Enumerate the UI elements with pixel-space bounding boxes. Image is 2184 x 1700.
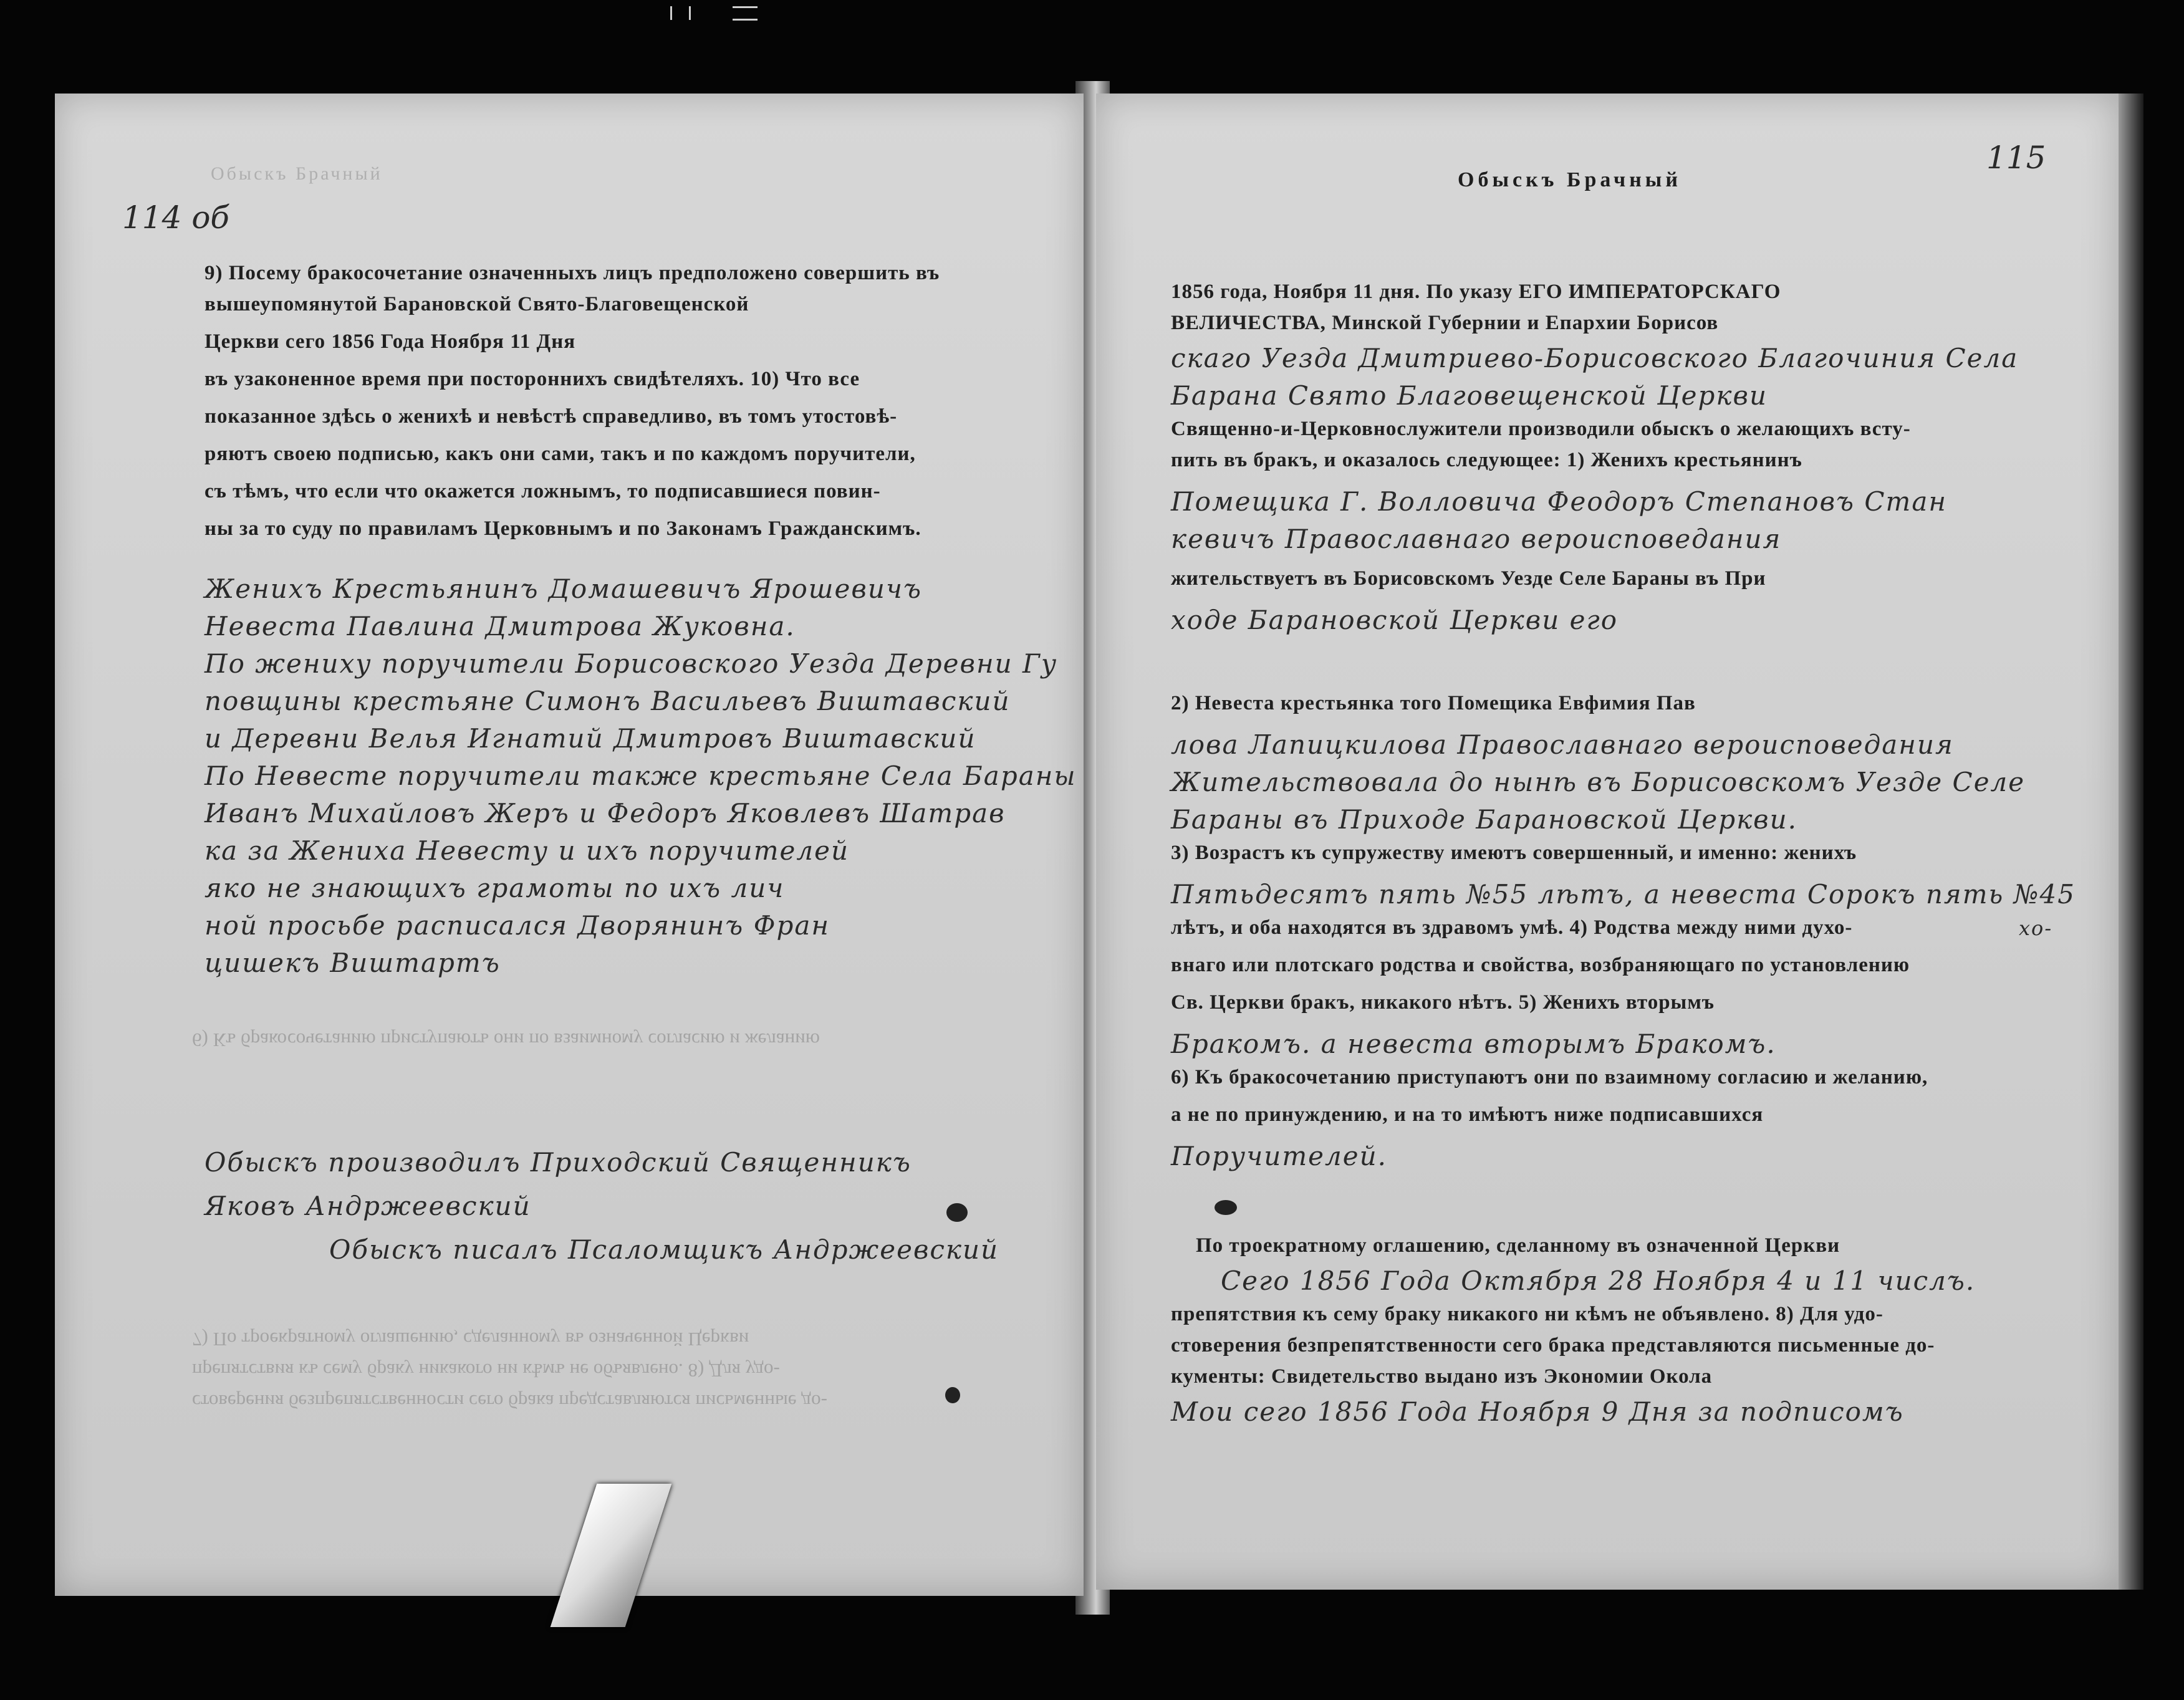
printed-line: кументы: Свидетельство выдано изъ Экономии Окола <box>1171 1365 1713 1388</box>
printed-line: пить въ бракъ, и оказалось следующее: 1) Женихъ крестьянинъ <box>1171 449 1802 471</box>
printed-line: показанное здѣсь о женихѣ и невѣстѣ справедливо, въ томъ утостовѣ- <box>204 405 898 428</box>
printed-line: По троекратному оглашению, сделанному въ означенной Церкви <box>1196 1234 1840 1257</box>
handwritten-line: Сего 1856 Года Октября 28 Ноября 4 и 11 числъ. <box>1221 1265 1976 1296</box>
printed-line: стоверения безпрепятственности сего брака представляются письменные до- <box>1171 1334 1935 1357</box>
right-page <box>1096 94 2119 1590</box>
handwritten-line: и Деревни Велья Игнатий Дмитровъ Виштавский <box>204 723 976 754</box>
printed-line: препятствия къ сему браку никакого ни кѣмъ не объявлено. 8) Для удо- <box>1171 1303 1883 1325</box>
handwritten-line: Барана Свято Благовещенской Церкви <box>1171 380 1768 411</box>
handwritten-line: Обыскъ писалъ Псаломщикъ Андржеевский <box>329 1234 999 1265</box>
handwritten-line: Жительствовала до нынѣ въ Борисовскомъ Уезде Селе <box>1171 767 2026 797</box>
bleedthrough-line: 7) По троекратному оглашению, сделанному въ означенной Церкви <box>192 1328 749 1350</box>
printed-line: жительствуетъ въ Борисовскомъ Уезде Селе Бараны въ При <box>1171 567 1766 590</box>
handwritten-line: Невеста Павлина Дмитрова Жуковна. <box>204 611 796 641</box>
margin-note: хо- <box>2019 916 2053 940</box>
handwritten-line: ной просьбе расписался Дворянинъ Фран <box>204 910 830 941</box>
folio-number: 114 об <box>122 199 229 236</box>
handwritten-line: Иванъ Михайловъ Жеръ и Федоръ Яковлевъ Шатрав <box>204 798 1006 828</box>
handwritten-line: Пятьдесятъ пять №55 лѣтъ, а невеста Сорокъ пять №45 <box>1171 879 2076 910</box>
handwritten-line: скаго Уезда Дмитриево-Борисовского Благочиния Села <box>1171 343 2019 373</box>
handwritten-line: цишекъ Виштартъ <box>204 948 501 978</box>
printed-line: 2) Невеста крестьянка того Помещика Евфимия Пав <box>1171 692 1696 714</box>
printed-line: въ узаконенное время при постороннихъ свидѣтеляхъ. 10) Что все <box>204 368 860 390</box>
printed-line: а не по принуждению, и на то имѣютъ ниже подписавшихся <box>1171 1103 1764 1126</box>
handwritten-line: кевичъ Православнаго вероисповедания <box>1171 524 1782 554</box>
handwritten-line: яко не знающихъ грамоты по ихъ лич <box>204 873 785 903</box>
header-bleedthrough: Обыскъ Брачный <box>211 163 383 184</box>
handwritten-line: Обыскъ производилъ Приходский Священникъ <box>204 1147 912 1178</box>
printed-line: 6) Къ бракосочетанию приступаютъ они по взаимному согласию и желанию, <box>1171 1066 1928 1088</box>
handwritten-line: ходе Барановской Церкви его <box>1171 605 1618 635</box>
handwritten-line: Мои сего 1856 Года Ноября 9 Дня за подписомъ <box>1171 1396 1904 1427</box>
pointing-hand-mark <box>1215 1200 1237 1215</box>
printed-line: 3) Возрастъ къ супружеству имеютъ совершенный, и именно: женихъ <box>1171 842 1857 864</box>
handwritten-line: Помещика Г. Волловича Феодоръ Степановъ Стан <box>1171 486 1948 517</box>
handwritten-line: По жениху поручители Борисовского Уезда Деревни Гу <box>204 648 1058 679</box>
printed-line: лѣтъ, и оба находятся въ здравомъ умѣ. 4) Родства между ними духо- <box>1171 916 1853 939</box>
handwritten-line: ка за Жениха Невесту и ихъ поручителей <box>204 835 850 866</box>
bleedthrough-line: стоверения безпрепятственности сего брака представляются письменные до- <box>192 1391 827 1413</box>
handwritten-line: Бараны въ Приходе Барановской Церкви. <box>1171 804 1798 835</box>
scan-marks <box>670 6 770 31</box>
left-page <box>55 94 1084 1596</box>
printed-line: съ тѣмъ, что если что окажется ложнымъ, то подписавшиеся повин- <box>204 480 881 502</box>
printed-line: ряютъ своею подписью, какъ они сами, такъ и по каждомъ поручители, <box>204 443 916 465</box>
handwritten-line: Яковъ Андржеевский <box>204 1191 531 1221</box>
page-title: Обыскъ Брачный <box>1458 168 1681 191</box>
bleedthrough-line: 6) Къ бракосочетанию приступаютъ они по взаимному согласию и желанию <box>192 1029 820 1051</box>
printed-line: ВЕЛИЧЕСТВА, Минской Губернии и Епархии Борисов <box>1171 312 1719 334</box>
bleedthrough-line: препятствия къ сему браку никакого ни кѣмъ не объявлено. 8) Для удо- <box>192 1360 780 1381</box>
handwritten-line: Бракомъ. а невеста вторымъ Бракомъ. <box>1171 1029 1776 1059</box>
handwritten-line: лова Лапицкилова Православнаго вероисповедания <box>1171 729 1954 760</box>
handwritten-line: повщины крестьяне Симонъ Васильевъ Виштавский <box>204 686 1011 716</box>
handwritten-line: Женихъ Крестьянинъ Домашевичъ Ярошевичъ <box>204 574 923 604</box>
printed-line: Священно-и-Церковнослужители производили обыскъ о желающихъ всту- <box>1171 418 1911 440</box>
handwritten-line: По Невесте поручители также крестьяне Села Бараны <box>204 761 1077 791</box>
printed-line: вышеупомянутой Барановской Свято-Благовещенской <box>204 293 749 315</box>
printed-line: Св. Церкви бракъ, никакого нѣтъ. 5) Женихъ вторымъ <box>1171 991 1715 1014</box>
printed-line: внаго или плотскаго родства и свойства, возбраняющаго по установлению <box>1171 954 1910 976</box>
printed-line: Церкви сего 1856 Года Ноября 11 Дня <box>204 330 576 353</box>
ink-blot <box>945 1387 960 1403</box>
printed-line: 1856 года, Ноября 11 дня. По указу ЕГО ИМПЕРАТОРСКАГО <box>1171 281 1781 303</box>
printed-line: ны за то суду по правиламъ Церковнымъ и по Законамъ Гражданскимъ. <box>204 517 921 540</box>
printed-line: 9) Посему бракосочетание означенныхъ лицъ предположено совершить въ <box>204 262 940 284</box>
ink-blot <box>946 1203 968 1222</box>
folio-number: 115 <box>1986 140 2046 176</box>
handwritten-line: Поручителей. <box>1171 1141 1388 1171</box>
book-edge <box>2119 94 2143 1590</box>
